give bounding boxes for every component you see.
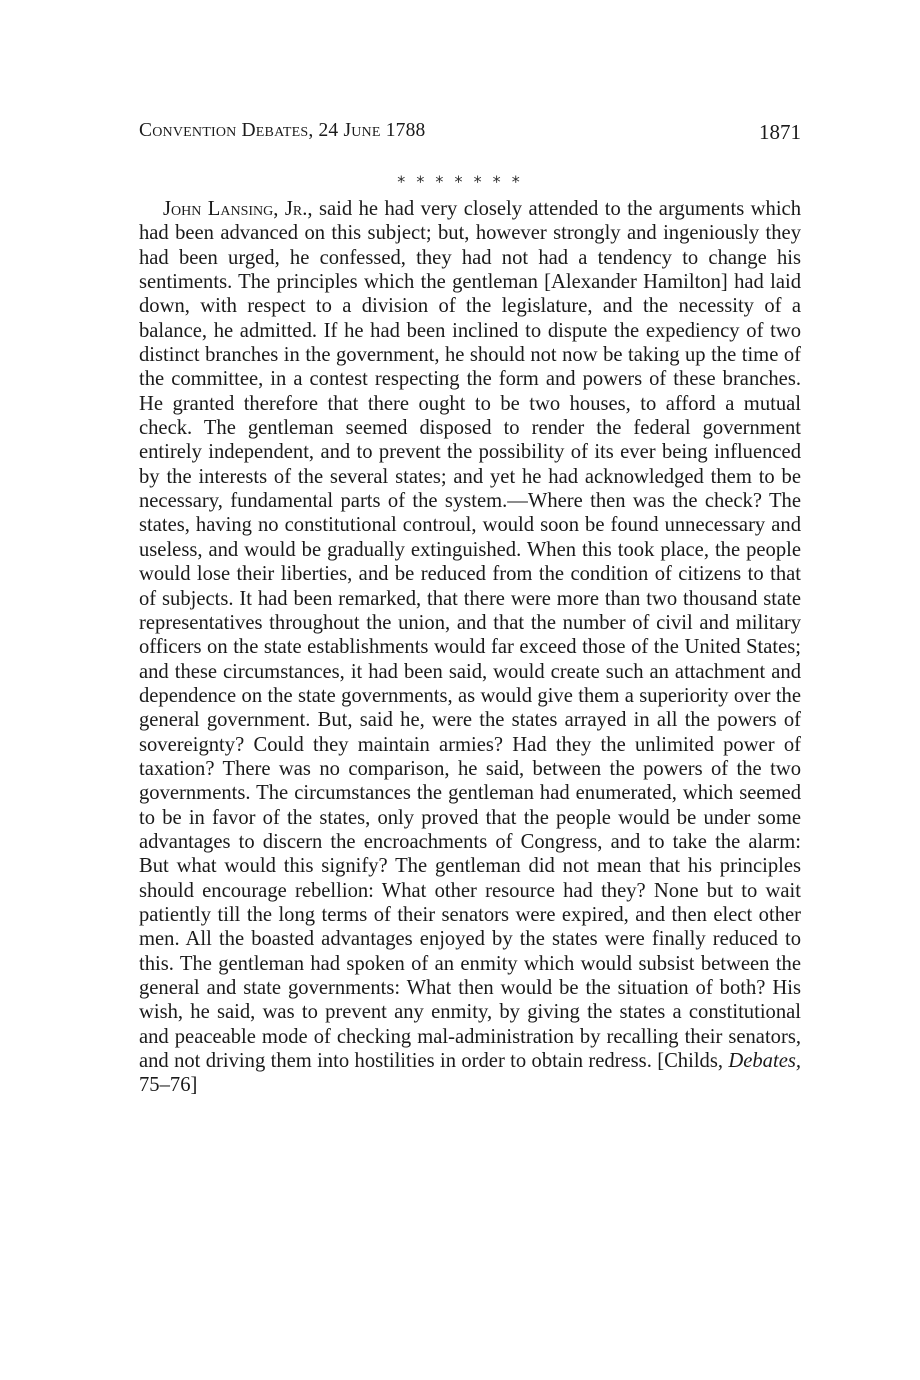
section-separator: * * * * * * * [397,172,523,191]
citation-close: 75–76] [139,1074,198,1097]
speech-paragraph [139,197,801,1098]
citation-title: Debates, [728,1050,802,1073]
page-number: 1871 [759,120,801,144]
speaker-name: John Lansing, Jr. [163,198,308,220]
speech-text: , said he had very closely attended to the arguments which had been advanced on this subject; but, however strongly and ingeniously they had been urged, he confessed, they had not had a tendency to change his sentiments. The principles which the gentleman [Alexander Hamilton] had laid down, with respect to a division of the legislature, and the necessity of a balance, he admitted. If he had been inclined to dispute the expediency of two distinct branches in the government, he should not now be taking up the time of the committee, in a contest respecting the form and powers of these branches. He granted therefore that there ought to be two houses, to afford a mutual check. The gentleman seemed disposed to render the federal government entirely independent, and to prevent the possibility of its ever being influenced by the interests of the several states; and yet he had acknowledged them to be necessary, fundamental parts of the system.—Where then was the check? The states, having no constitutional controul, would soon be found unnecessary and useless, and would be gradually extinguished. When this took place, the people would lose their liberties, and be reduced from the condition of citizens to that of subjects. It had been remarked, that there were more than two thousand state representatives throughout the union, and that the number of civil and military officers on the state establishments would far exceed those of the United States; and these circumstances, it had been said, would create such an attachment and dependence on the state governments, as would give them a superiority over the general government. But, said he, were the states arrayed in all the powers of sovereignty? Could they maintain armies? Had they the unlimited power of taxation? There was no comparison, he said, between the powers of the two governments. The circumstances the gentleman had enumerated, which seemed to be in favor of the states, only proved that the people would be under some advantages to discern the encroachments of Congress, and to take the alarm: But what would this signify? The gentleman did not mean that his principles should encourage rebellion: What other resource had they? None but to wait patiently till the long terms of their senators were expired, and then elect other men. All the boasted advantages enjoyed by the states were finally reduced to this. The gentleman had spoken of an enmity which would subsist between the general and state governments: What then would be the situation of both? His wish, he said, was to prevent any enmity, by giving the states a constitutional and peaceable mode of checking mal-administration by recalling their senators, and not driving them into hostilities in order to obtain redress. [139,198,801,1073]
page-header [139,120,801,152]
citation-open: [Childs, [651,1050,729,1073]
running-head: Convention Debates, 24 June 1788 [139,120,426,141]
